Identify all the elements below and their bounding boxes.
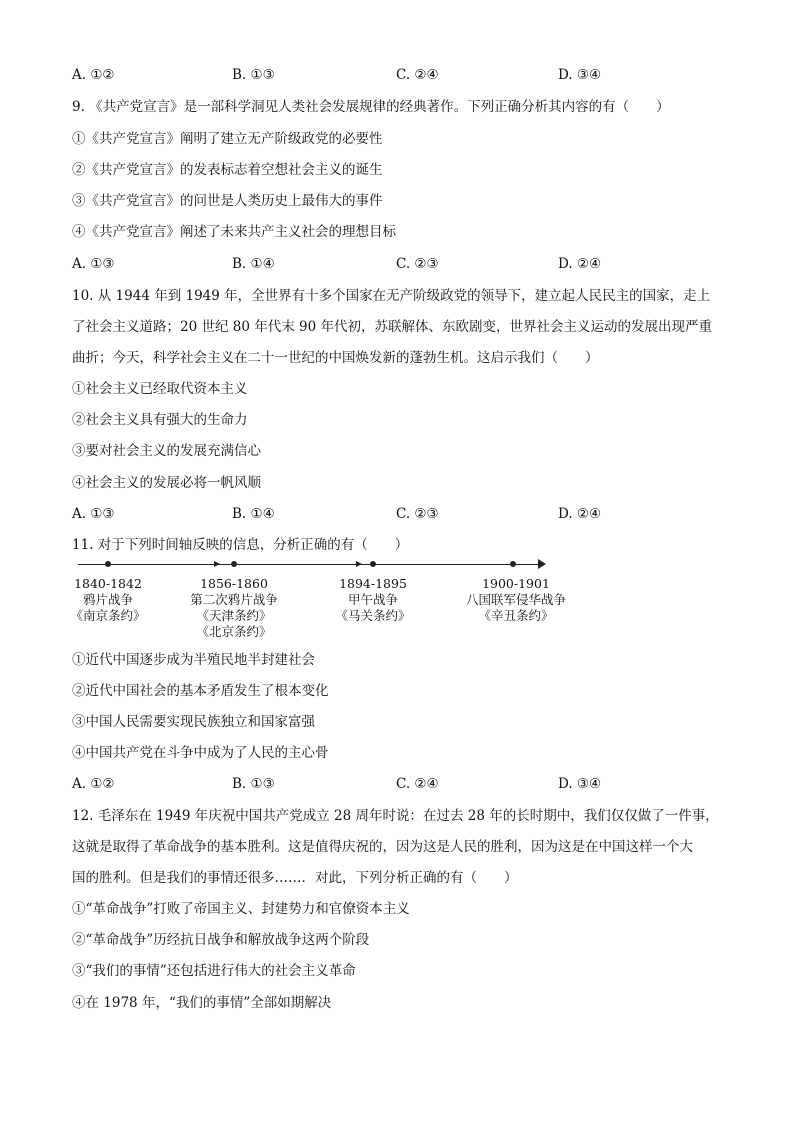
q10-statement-3: ③要对社会主义的发展充满信心	[72, 443, 261, 459]
timeline-event-years: 1840-1842	[74, 576, 142, 591]
q8-option-a[interactable]: A. ①②	[72, 67, 115, 83]
q11-stem: 11. 对于下列时间轴反映的信息，分析正确的有（ ）	[72, 537, 409, 553]
q12-stem-line-1: 12. 毛泽东在 1949 年庆祝中国共产党成立 28 周年时说：在过去 28 年的长时期中，我们仅仅做了一件事，	[72, 808, 719, 824]
q12-stem-line-3: 国的胜利。但是我们的事情还很多……．对此，下列分析正确的有（ ）	[72, 870, 518, 886]
timeline-event-4	[446, 576, 586, 624]
q11-statement-1: ①近代中国逐步成为半殖民地半封建社会	[72, 652, 315, 668]
timeline-dot-2	[231, 561, 237, 567]
timeline-event-treaty: 《北京条约》	[196, 624, 272, 639]
q11-statement-2: ②近代中国社会的基本矛盾发生了根本变化	[72, 683, 329, 699]
q10-option-b[interactable]: B. ①④	[232, 506, 275, 522]
timeline-event-treaty: 《天津条约》	[196, 608, 272, 623]
timeline-arrow-marker	[214, 561, 220, 567]
q11-options	[72, 775, 732, 793]
q10-statement-1: ①社会主义已经取代资本主义	[72, 381, 248, 397]
q10-option-d[interactable]: D. ②④	[558, 506, 602, 522]
q11-statement-4: ④中国共产党在斗争中成为了人民的主心骨	[72, 745, 329, 761]
q8-option-b[interactable]: B. ①③	[232, 67, 275, 83]
timeline-event-treaty: 《辛丑条约》	[478, 608, 554, 623]
q11-option-a[interactable]: A. ①②	[72, 776, 115, 792]
q12-statement-2: ②“革命战争”历经抗日战争和解放战争这两个阶段	[72, 932, 370, 948]
q12-statement-3: ③“我们的事情”还包括进行伟大的社会主义革命	[72, 963, 356, 979]
q11-statement-3: ③中国人民需要实现民族独立和国家富强	[72, 714, 315, 730]
q10-statement-2: ②社会主义具有强大的生命力	[72, 412, 248, 428]
timeline-event-3	[303, 576, 443, 624]
q10-stem-line-2: 了社会主义道路；20 世纪 80 年代末 90 年代初，苏联解体、东欧剧变，世界社会主义运动的发展出现严重	[72, 319, 712, 335]
q9-statement-1: ①《共产党宣言》阐明了建立无产阶级政党的必要性	[72, 131, 383, 147]
timeline-dot-4	[510, 561, 516, 567]
q11-option-b[interactable]: B. ①③	[232, 776, 275, 792]
q10-statement-4: ④社会主义的发展必将一帆风顺	[72, 475, 261, 491]
timeline-dot-3	[370, 561, 376, 567]
q8-option-c[interactable]: C. ②④	[396, 67, 439, 83]
q9-stem: 9. 《共产党宣言》是一部科学洞见人类社会发展规律的经典著作。下列正确分析其内容的有（ ）	[72, 99, 670, 115]
q9-options	[72, 255, 732, 273]
q11-option-d[interactable]: D. ③④	[558, 776, 602, 792]
q9-statement-4: ④《共产党宣言》阐述了未来共产主义社会的理想目标	[72, 224, 396, 240]
q9-option-d[interactable]: D. ②④	[558, 256, 602, 272]
timeline-dot-1	[105, 561, 111, 567]
q8-option-d[interactable]: D. ③④	[558, 67, 602, 83]
q10-option-c[interactable]: C. ②③	[396, 506, 439, 522]
q10-stem-line-3: 曲折；今天，科学社会主义在二十一世纪的中国焕发新的蓬勃生机。这启示我们（ ）	[72, 350, 599, 366]
timeline-event-1	[38, 576, 178, 624]
timeline-event-war: 八国联军侵华战争	[465, 592, 566, 607]
q9-option-a[interactable]: A. ①③	[72, 256, 115, 272]
timeline-arrow-marker	[356, 561, 362, 567]
q10-stem-line-1: 10. 从 1944 年到 1949 年，全世界有十多个国家在无产阶级政党的领导下，建立起人民民主的国家，走上	[72, 288, 711, 304]
q11-timeline	[70, 556, 566, 646]
timeline-event-treaty: 《马关条约》	[335, 608, 411, 623]
timeline-event-years: 1856-1860	[200, 576, 268, 591]
q10-option-a[interactable]: A. ①③	[72, 506, 115, 522]
timeline-event-war: 甲午战争	[347, 592, 398, 607]
q9-option-c[interactable]: C. ②③	[396, 256, 439, 272]
timeline-event-years: 1894-1895	[339, 576, 407, 591]
timeline-axis	[78, 564, 540, 565]
q8-options	[72, 66, 732, 84]
q12-statement-4: ④在 1978 年，“我们的事情”全部如期解决	[72, 995, 332, 1011]
q10-options	[72, 505, 732, 523]
q9-option-b[interactable]: B. ①④	[232, 256, 275, 272]
q11-option-c[interactable]: C. ②④	[396, 776, 439, 792]
q12-statement-1: ①“革命战争”打败了帝国主义、封建势力和官僚资本主义	[72, 901, 410, 917]
q9-statement-3: ③《共产党宣言》的问世是人类历史上最伟大的事件	[72, 193, 383, 209]
timeline-event-treaty: 《南京条约》	[70, 608, 146, 623]
timeline-arrow-head	[538, 559, 546, 569]
timeline-event-war: 第二次鸦片战争	[190, 592, 278, 607]
q9-statement-2: ②《共产党宣言》的发表标志着空想社会主义的诞生	[72, 162, 383, 178]
timeline-event-war: 鸦片战争	[82, 592, 133, 607]
q12-stem-line-2: 这就是取得了革命战争的基本胜利。这是值得庆祝的，因为这是人民的胜利，因为这是在中国这样一个大	[72, 839, 693, 855]
timeline-event-years: 1900-1901	[482, 576, 550, 591]
timeline-event-2	[164, 576, 304, 640]
